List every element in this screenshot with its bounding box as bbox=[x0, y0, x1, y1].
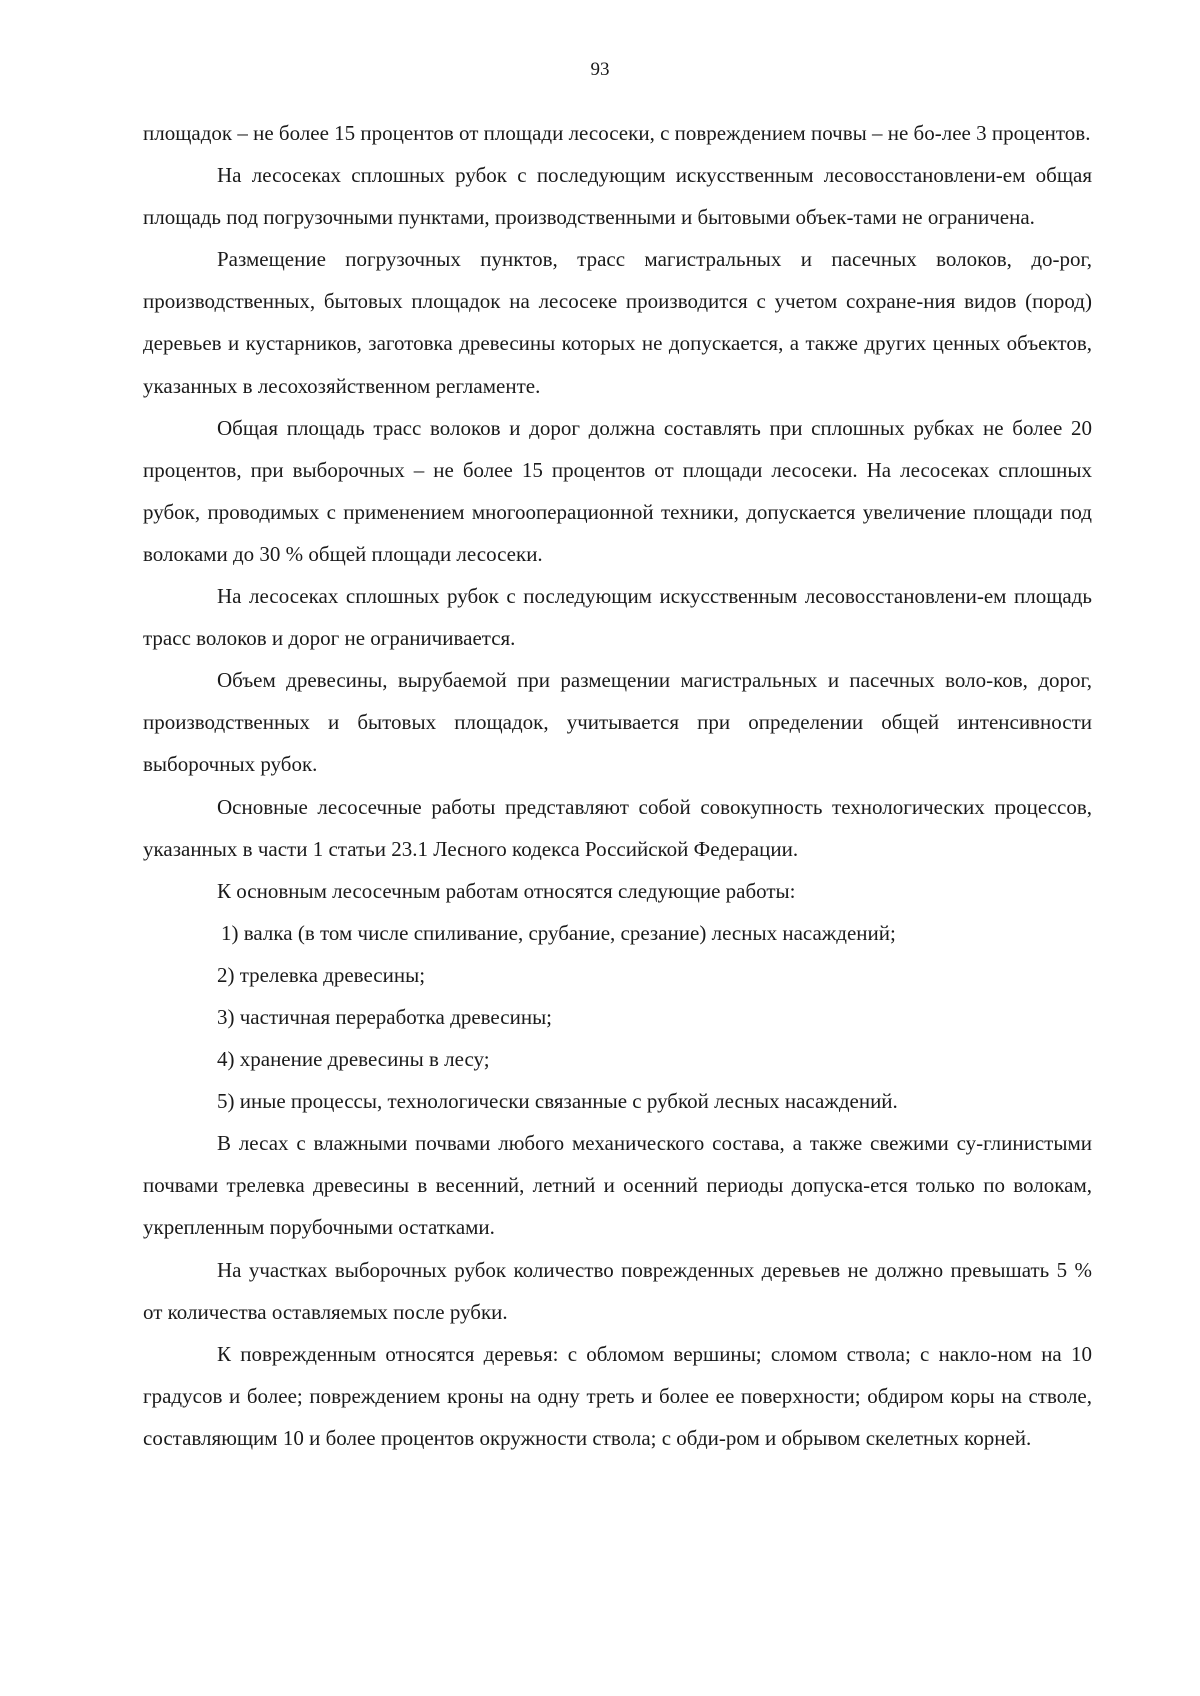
list-item-other: 5) иные процессы, технологически связанные с рубкой лесных насаждений. bbox=[217, 1089, 898, 1114]
paragraph-continuation: площадок – не более 15 процентов от площади лесосеки, с повреждением почвы – не бо-лее 3 процентов. bbox=[143, 121, 1091, 145]
page-number: 93 bbox=[590, 59, 610, 80]
paragraph-placement: Размещение погрузочных пунктов, трасс магистральных и пасечных волоков, до-рог, производственных, бытовых площадок на лесосеке производится с учетом сохране-ния видов (пород) деревьев и кустарников, заготовка древесины которых не допускается, а также других ценных объектов, указанных в лесохозяйственном регламенте. bbox=[143, 247, 1092, 398]
list-item-processing: 3) частичная переработка древесины; bbox=[217, 1004, 553, 1029]
paragraph-wet-soils: В лесах с влажными почвами любого механического состава, а также свежими су-глинистыми почвами трелевка древесины в весенний, летний и осенний периоды допуска-ется только по волокам, укрепленным порубочными остатками. bbox=[143, 1131, 1092, 1240]
list-item-storage: 4) хранение древесины в лесу; bbox=[217, 1047, 490, 1072]
list-item-skidding: 2) трелевка древесины; bbox=[217, 962, 426, 987]
paragraph-loading-area: На лесосеках сплошных рубок с последующим искусственным лесовосстановлени-ем общая площадь под погрузочными пунктами, производственными и бытовыми объек-тами не ограничена. bbox=[143, 163, 1092, 230]
paragraph-damaged-definition: К поврежденным относятся деревья: с обломом вершины; сломом ствола; с накло-ном на 10 градусов и более; повреждением кроны на одну треть и более ее поверхности; обдиром коры на стволе, составляющим 10 и более процентов окружности ствола; с обди-ром и обрывом скелетных корней. bbox=[143, 1341, 1092, 1450]
paragraph-main-works: Основные лесосечные работы представляют собой совокупность технологических процессов, указанных в части 1 статьи 23.1 Лесного кодекса Российской Федерации. bbox=[143, 794, 1092, 861]
document-body bbox=[143, 112, 1092, 1459]
paragraph-wood-volume: Объем древесины, вырубаемой при размещении магистральных и пасечных воло-ков, дорог, производственных и бытовых площадок, учитывается при определении общей интенсивности выборочных рубок. bbox=[143, 668, 1092, 777]
paragraph-damaged-limit: На участках выборочных рубок количество поврежденных деревьев не должно превышать 5 % от количества оставляемых после рубки. bbox=[143, 1257, 1092, 1324]
paragraph-works-intro: К основным лесосечным работам относятся следующие работы: bbox=[217, 878, 796, 903]
list-item-felling: 1) валка (в том числе спиливание, срубание, срезание) лесных насаждений; bbox=[221, 920, 896, 945]
paragraph-trail-unlimited: На лесосеках сплошных рубок с последующим искусственным лесовосстановлени-ем площадь трасс волоков и дорог не ограничивается. bbox=[143, 584, 1092, 651]
paragraph-trail-area: Общая площадь трасс волоков и дорог должна составлять при сплошных рубках не более 20 процентов, при выборочных – не более 15 процентов от площади лесосеки. На лесосеках сплошных рубок, проводимых с применением многооперационной техники, допускается увеличение площади под волоками до 30 % общей площади лесосеки. bbox=[143, 415, 1092, 566]
